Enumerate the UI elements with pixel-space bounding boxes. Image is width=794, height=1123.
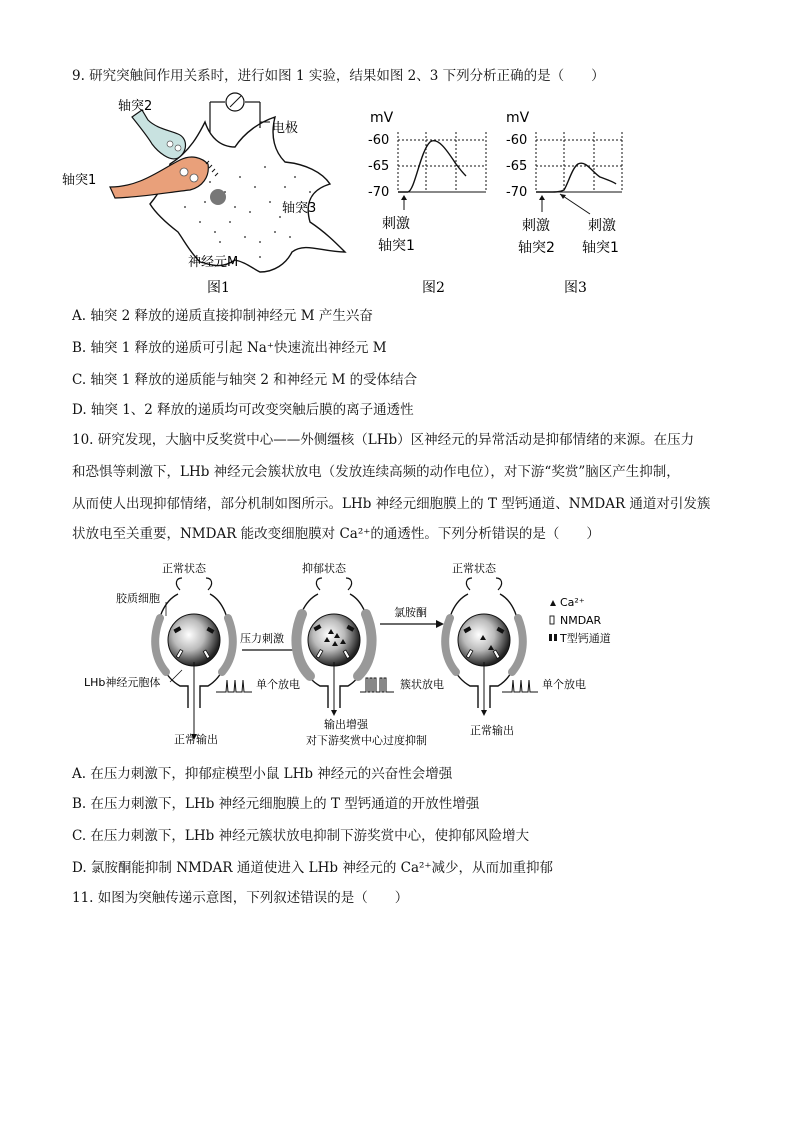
label-normal-state-2: 正常状态 bbox=[452, 562, 496, 575]
legend-nmdar-label: NMDAR bbox=[560, 614, 602, 627]
fig2-unit: mV bbox=[370, 110, 394, 126]
fig2-caption: 图2 bbox=[422, 280, 445, 296]
legend bbox=[549, 596, 611, 645]
label-single-fire-2: 单个放电 bbox=[542, 678, 586, 691]
fig3-unit: mV bbox=[506, 110, 530, 126]
fig1-label-axon2: 轴突2 bbox=[118, 99, 153, 114]
label-lhb-body: LHb神经元胞体 bbox=[84, 676, 161, 689]
nucleus bbox=[210, 189, 226, 205]
label-normal-output-1: 正常输出 bbox=[174, 733, 218, 746]
fig3-chart bbox=[506, 110, 622, 296]
axon2-shape bbox=[132, 110, 186, 159]
q10-stem-line4: 状放电至关重要，NMDAR 能改变细胞膜对 Ca²⁺的通透性。下列分析错误的是（ ） bbox=[72, 526, 600, 542]
fig3-tick-65: -65 bbox=[506, 159, 528, 174]
panel-normal-2 bbox=[445, 561, 523, 716]
label-output-up-2: 对下游奖赏中心过度抑制 bbox=[306, 734, 427, 747]
fig1-caption: 图1 bbox=[207, 280, 230, 296]
fig2-chart bbox=[368, 110, 486, 296]
fig2-tick-65: -65 bbox=[368, 159, 390, 174]
label-normal-state-1: 正常状态 bbox=[162, 562, 206, 575]
single-fire-trace-1 bbox=[216, 680, 252, 692]
fig3-stim-a-l2: 轴突2 bbox=[518, 240, 555, 256]
q10-stem-line2: 和恐惧等刺激下，LHb 神经元会簇状放电（发放连续高频的动作电位），对下游“奖赏”脑区产生抑制， bbox=[72, 464, 680, 480]
q10-stem-line3: 从而使人出现抑郁情绪，部分机制如图所示。LHb 神经元细胞膜上的 T 型钙通道、NMDAR 通道对引发簇 bbox=[72, 496, 711, 512]
label-depressed-state: 抑郁状态 bbox=[302, 562, 346, 575]
fig2-tick-70: -70 bbox=[368, 185, 390, 200]
q10-mechanism-figure bbox=[70, 558, 630, 750]
label-burst-fire: 簇状放电 bbox=[400, 678, 444, 691]
fig3-caption: 图3 bbox=[564, 280, 587, 296]
legend-t-channel-icon bbox=[549, 634, 552, 641]
fig3-stim-b-l2: 轴突1 bbox=[582, 240, 619, 256]
legend-ca-icon bbox=[550, 600, 556, 606]
label-single-fire-1: 单个放电 bbox=[256, 678, 300, 691]
label-output-up-1: 输出增强 bbox=[324, 718, 368, 731]
q9-figures bbox=[60, 92, 660, 302]
fig1-label-axon3: 轴突3 bbox=[282, 201, 317, 216]
fig1-label-electrode: 电极 bbox=[272, 121, 299, 136]
fig3-tick-70: -70 bbox=[506, 185, 528, 200]
q10-stem-line1: 10. 研究发现，大脑中反奖赏中心——外侧缰核（LHb）区神经元的异常活动是抑郁情绪的来源。在压力 bbox=[72, 432, 695, 448]
q9-option-c: C. 轴突 1 释放的递质能与轴突 2 和神经元 M 的受体结合 bbox=[72, 372, 418, 388]
q10-option-d: D. 氯胺酮能抑制 NMDAR 通道使进入 LHb 神经元的 Ca²⁺减少，从而加重抑郁 bbox=[72, 860, 554, 876]
q9-option-b: B. 轴突 1 释放的递质可引起 Na⁺快速流出神经元 M bbox=[72, 340, 387, 356]
label-normal-output-2: 正常输出 bbox=[470, 724, 514, 737]
fig2-stim-l2: 轴突1 bbox=[378, 238, 415, 254]
legend-t-channel-label: T型钙通道 bbox=[560, 632, 611, 645]
fig1-label-neuron: 神经元M bbox=[188, 255, 239, 270]
fig3-stim-b-l1: 刺激 bbox=[588, 218, 616, 234]
q11-stem: 11. 如图为突触传递示意图，下列叙述错误的是（ ） bbox=[72, 890, 409, 906]
fig3-stim-a-l1: 刺激 bbox=[522, 218, 550, 234]
label-stress: 压力刺激 bbox=[240, 632, 284, 645]
q10-option-b: B. 在压力刺激下，LHb 神经元细胞膜上的 T 型钙通道的开放性增强 bbox=[72, 796, 480, 812]
fig1-label-axon1: 轴突1 bbox=[62, 173, 97, 188]
legend-nmdar-icon bbox=[550, 616, 554, 624]
q10-option-a: A. 在压力刺激下，抑郁症模型小鼠 LHb 神经元的兴奋性会增强 bbox=[72, 766, 453, 782]
panel-normal-1 bbox=[155, 561, 233, 742]
fig1-neuron-diagram bbox=[110, 93, 345, 272]
fig2-stim-l1: 刺激 bbox=[382, 216, 410, 232]
label-glia: 胶质细胞 bbox=[116, 592, 160, 605]
single-fire-trace-2 bbox=[502, 680, 538, 692]
q9-option-d: D. 轴突 1、2 释放的递质均可改变突触后膜的离子通透性 bbox=[72, 402, 414, 418]
q10-option-c: C. 在压力刺激下，LHb 神经元簇状放电抑制下游奖赏中心，使抑郁风险增大 bbox=[72, 828, 530, 844]
fig3-tick-60: -60 bbox=[506, 133, 528, 148]
label-ketamine: 氯胺酮 bbox=[394, 606, 427, 619]
q9-stem: 9. 研究突触间作用关系时，进行如图 1 实验，结果如图 2、3 下列分析正确的是（ ） bbox=[72, 68, 605, 84]
panel-depressed bbox=[296, 561, 371, 716]
fig3-trace bbox=[536, 163, 616, 192]
fig2-tick-60: -60 bbox=[368, 133, 390, 148]
q9-option-a: A. 轴突 2 释放的递质直接抑制神经元 M 产生兴奋 bbox=[72, 308, 373, 324]
burst-fire-trace bbox=[360, 678, 394, 692]
legend-ca-label: Ca²⁺ bbox=[560, 596, 585, 609]
